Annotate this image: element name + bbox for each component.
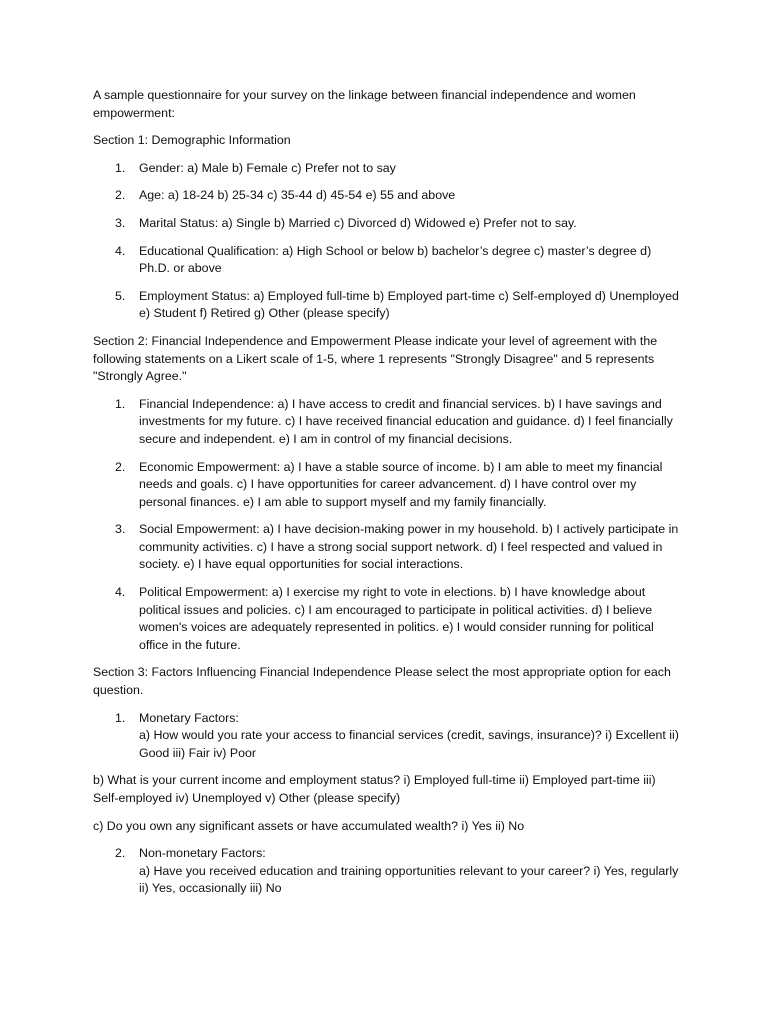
- section-1-list: [93, 160, 683, 323]
- section-3-list-monetary: [93, 710, 683, 763]
- section-3-heading: Section 3: Factors Influencing Financial Independence Please select the most appropriate option for each question.: [93, 665, 671, 698]
- list-item-text: Marital Status: a) Single b) Married c) Divorced d) Widowed e) Prefer not to say.: [139, 215, 577, 230]
- list-item: [93, 521, 683, 574]
- section-2-list: [93, 396, 683, 655]
- list-item-text: Educational Qualification: a) High School or below b) bachelor’s degree c) master’s degree d) Ph.D. or above: [139, 243, 652, 276]
- list-number: 2.: [115, 459, 126, 474]
- monetary-factors-title: Monetary Factors:: [139, 710, 239, 725]
- monetary-question-c: c) Do you own any significant assets or have accumulated wealth? i) Yes ii) No: [93, 818, 525, 833]
- list-item: [93, 288, 683, 323]
- list-item: [93, 459, 683, 512]
- list-number: 4.: [115, 585, 126, 600]
- document-page: [93, 87, 683, 908]
- nonmonetary-factors-title: Non-monetary Factors:: [139, 846, 266, 861]
- list-number: 1.: [115, 160, 126, 175]
- list-number: 2.: [115, 846, 126, 861]
- list-number: 4.: [115, 243, 126, 258]
- list-item: [93, 160, 683, 178]
- list-item-text: Political Empowerment: a) I exercise my right to vote in elections. b) I have knowledge about political issues and policies. c) I am encouraged to participate in political activities. d) I believe women's voices are adequately represented in politics. e) I would consider running for political office in the future.: [139, 585, 654, 652]
- nonmonetary-question-a: a) Have you received education and training opportunities relevant to your career? i) Yes, regularly ii) Yes, occasionally iii) No: [139, 863, 679, 896]
- list-number: 2.: [115, 188, 126, 203]
- list-item: [93, 243, 683, 278]
- list-item: [93, 215, 683, 233]
- list-item: [93, 396, 683, 449]
- list-item: [93, 584, 683, 654]
- list-item-text: Gender: a) Male b) Female c) Prefer not to say: [139, 160, 396, 175]
- list-number: 5.: [115, 288, 126, 303]
- section-1-heading: Section 1: Demographic Information: [93, 133, 291, 148]
- list-item: [93, 710, 683, 763]
- section-2-heading: Section 2: Financial Independence and Empowerment Please indicate your level of agreement with the following statements on a Likert scale of 1-5, where 1 represents "Strongly Disagree" and 5 represents "Strongly Agree.": [93, 333, 658, 384]
- list-item-text: Financial Independence: a) I have access to credit and financial services. b) I have savings and investments for my future. c) I have received financial education and guidance. d) I feel financially secure and independent. e) I am in control of my financial decisions.: [139, 396, 673, 446]
- monetary-question-b: b) What is your current income and employment status? i) Employed full-time ii) Employed part-time iii) Self-employed iv) Unemployed v) Other (please specify): [93, 773, 656, 805]
- list-number: 3.: [115, 215, 126, 230]
- list-item-text: Age: a) 18-24 b) 25-34 c) 35-44 d) 45-54 e) 55 and above: [139, 188, 456, 203]
- list-item-text: Social Empowerment: a) I have decision-making power in my household. b) I actively participate in community activities. c) I have a strong social support network. d) I feel respected and valued in society. e) I have equal opportunities for social interactions.: [139, 522, 679, 572]
- list-number: 1.: [115, 710, 126, 725]
- intro-paragraph: A sample questionnaire for your survey on the linkage between financial independence and women empowerment:: [93, 88, 636, 120]
- list-number: 1.: [115, 396, 126, 411]
- list-item: [93, 187, 683, 205]
- list-item-text: Employment Status: a) Employed full-time b) Employed part-time c) Self-employed d) Unemployed e) Student f) Retired g) Other (please specify): [139, 288, 679, 321]
- list-item-text: Economic Empowerment: a) I have a stable source of income. b) I am able to meet my financial needs and goals. c) I have opportunities for career advancement. d) I have control over my personal finances. e) I am able to support myself and my family financially.: [139, 459, 663, 509]
- list-item: [93, 845, 683, 898]
- monetary-question-a: a) How would you rate your access to financial services (credit, savings, insurance)? i) Excellent ii) Good iii) Fair iv) Poor: [139, 728, 679, 760]
- list-number: 3.: [115, 522, 126, 537]
- section-3-list-nonmonetary: [93, 845, 683, 898]
